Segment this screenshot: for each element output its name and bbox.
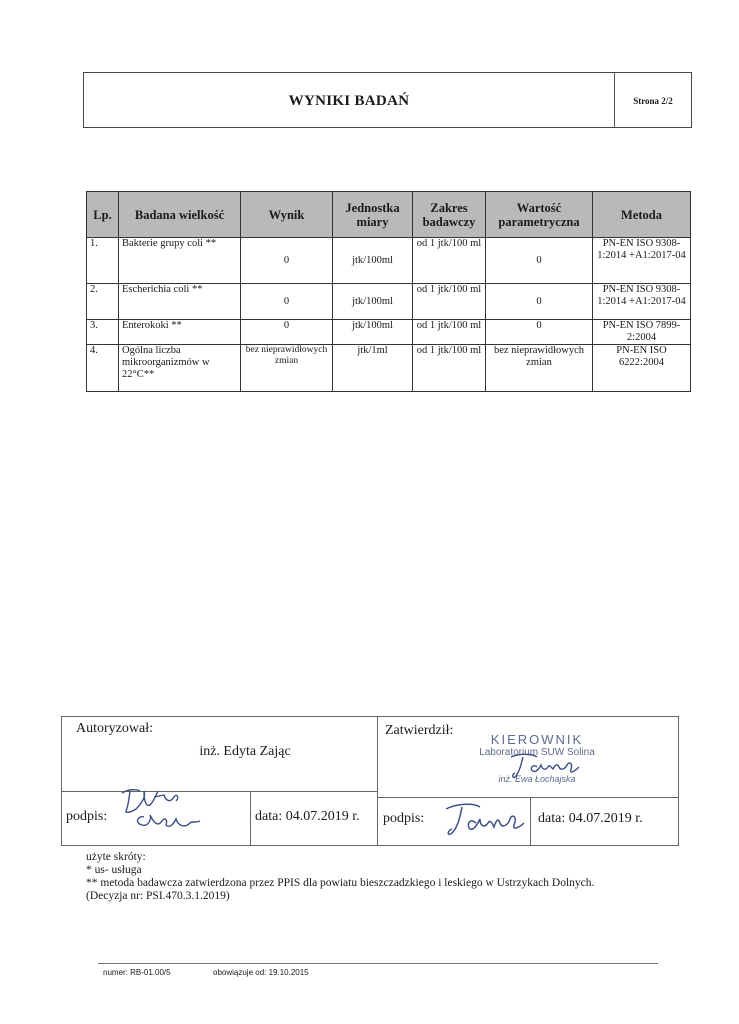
method-value: PN-EN ISO 9308-1:2014 +A1:2017-04 [593, 284, 691, 320]
notes-heading: użyte skróty: [86, 851, 146, 863]
parameter-name: Bakterie grupy coli ** [119, 238, 241, 284]
approver-signature [442, 801, 526, 841]
column-header: Metoda [593, 192, 691, 238]
signature-block [61, 716, 679, 846]
notes-line: (Decyzja nr: PSI.470.3.1.2019) [86, 890, 230, 902]
unit-value: jtk/100ml [333, 320, 413, 345]
row-number: 1. [87, 238, 119, 284]
stamp-name: inż. Ewa Łochajska [498, 774, 576, 784]
approver-signature-over-stamp [507, 751, 587, 781]
column-header: Badana wielkość [119, 192, 241, 238]
right-date: data: 04.07.2019 r. [538, 811, 643, 826]
method-value: PN-EN ISO 6222:2004 [593, 345, 691, 392]
result-value: 0 [241, 284, 333, 320]
column-header: Zakres badawczy [413, 192, 486, 238]
authorized-label: Autoryzował: [76, 721, 153, 736]
parameter-name: Ogólna liczba mikroorganizmów w 22°C** [119, 345, 241, 392]
signature-row-divider [377, 797, 679, 798]
table-row [87, 345, 691, 392]
parameter-name: Enterokoki ** [119, 320, 241, 345]
authorized-name: inż. Edyta Zając [199, 744, 291, 759]
unit-value: jtk/1ml [333, 345, 413, 392]
stamp-lab: Laboratorium SUW Solina [479, 747, 595, 758]
unit-value: jtk/100ml [333, 238, 413, 284]
document-title: WYNIKI BADAŃ [288, 93, 410, 109]
column-header: Wartość parametryczna [486, 192, 593, 238]
column-header: Lp. [87, 192, 119, 238]
left-date: data: 04.07.2019 r. [255, 809, 360, 824]
column-header: Wynik [241, 192, 333, 238]
column-header: Jednostka miary [333, 192, 413, 238]
notes-line: * us- usługa [86, 864, 142, 876]
table-header-row [87, 192, 691, 238]
approved-label: Zatwierdził: [385, 723, 454, 738]
header-box [83, 72, 692, 128]
signature-cell-divider [530, 797, 531, 846]
row-number: 4. [87, 345, 119, 392]
parametric-value: bez nieprawidłowych zmian [486, 345, 593, 392]
parametric-value: 0 [486, 284, 593, 320]
table-row [87, 320, 691, 345]
signature-cell-divider [250, 791, 251, 846]
results-table [86, 191, 691, 392]
right-signature-label: podpis: [383, 811, 425, 826]
range-value: od 1 jtk/100 ml [413, 345, 486, 392]
signature-row-divider [62, 791, 377, 792]
table-row [87, 238, 691, 284]
unit-value: jtk/100ml [333, 284, 413, 320]
result-value: bez nieprawidłowych zmian [241, 345, 333, 392]
parameter-name: Escherichia coli ** [119, 284, 241, 320]
range-value: od 1 jtk/100 ml [413, 284, 486, 320]
authorizer-signature [114, 783, 206, 839]
row-number: 2. [87, 284, 119, 320]
valid-from: obowiązuje od: 19.10.2015 [213, 968, 309, 977]
page-indicator: Strona 2/2 [633, 96, 673, 106]
result-value: 0 [241, 238, 333, 284]
footer-rule [98, 963, 658, 964]
row-number: 3. [87, 320, 119, 345]
signature-divider [377, 717, 378, 846]
form-number: numer: RB-01.00/5 [103, 968, 171, 977]
table-row [87, 284, 691, 320]
left-signature-label: podpis: [66, 809, 108, 824]
parametric-value: 0 [486, 238, 593, 284]
notes-line: ** metoda badawcza zatwierdzona przez PPIS dla powiatu bieszczadzkiego i leskiego w Ustrzykach Dolnych. [86, 877, 595, 889]
range-value: od 1 jtk/100 ml [413, 238, 486, 284]
stamp-title: KIEROWNIK [490, 732, 584, 747]
result-value: 0 [241, 320, 333, 345]
method-value: PN-EN ISO 9308-1:2014 +A1:2017-04 [593, 238, 691, 284]
abbreviations-notes [86, 851, 594, 903]
method-value: PN-EN ISO 7899-2:2004 [593, 320, 691, 345]
range-value: od 1 jtk/100 ml [413, 320, 486, 345]
parametric-value: 0 [486, 320, 593, 345]
